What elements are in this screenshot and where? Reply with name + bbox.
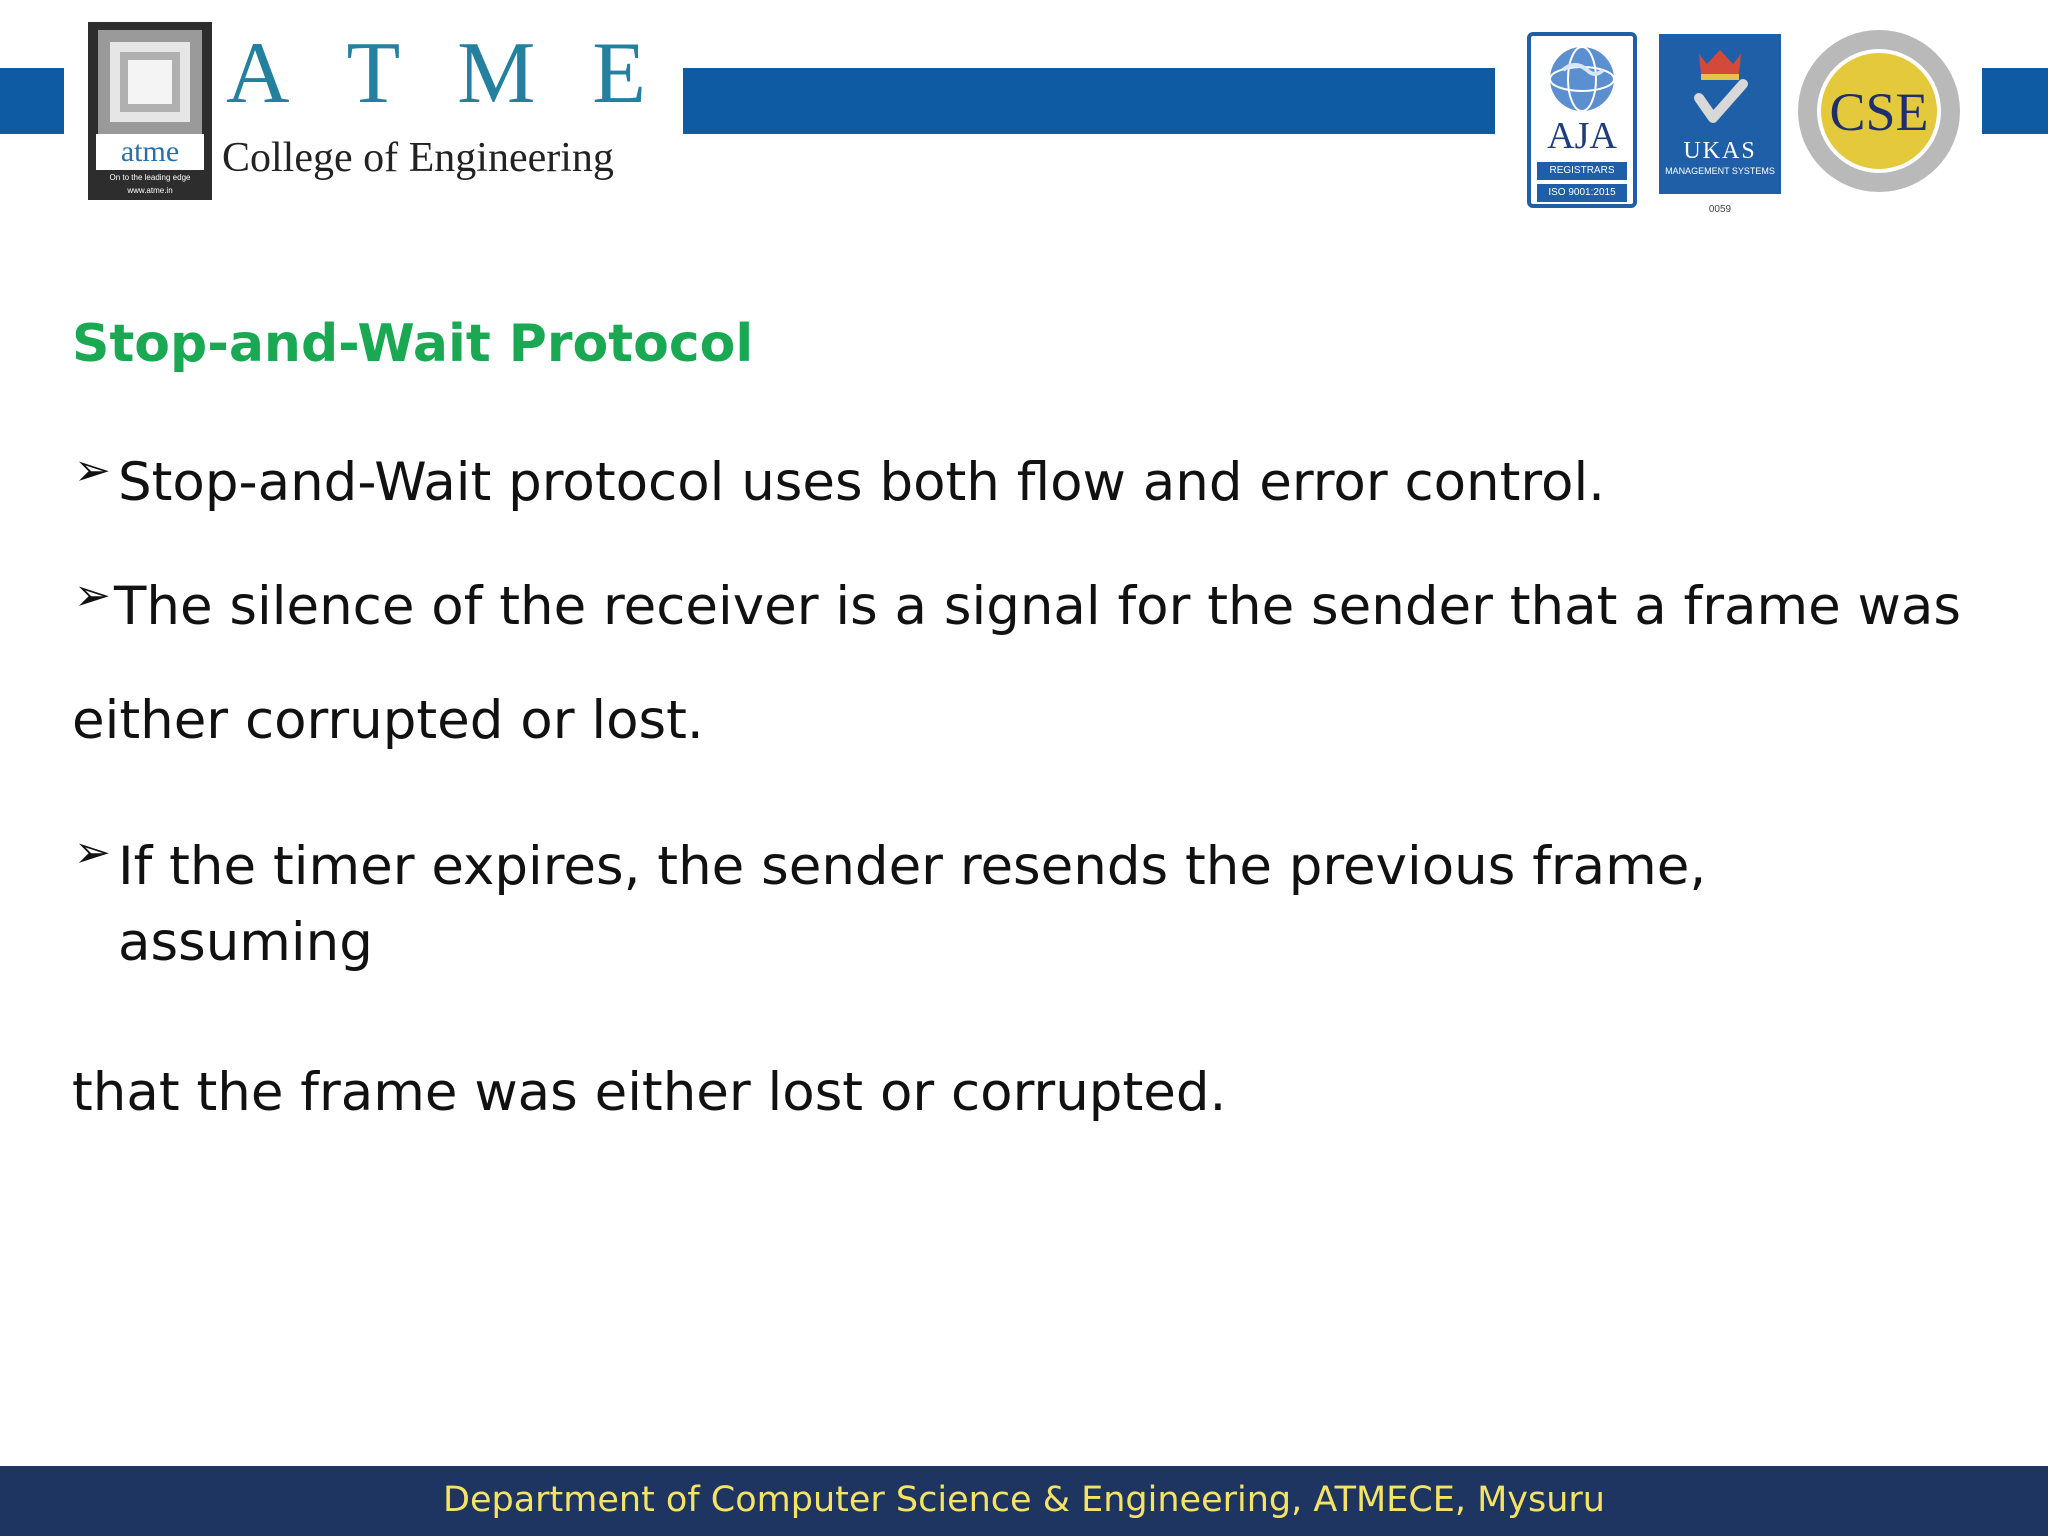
atme-logo <box>88 22 212 200</box>
bullet-arrow-icon: ➢ <box>74 445 111 496</box>
bullet-line-wrap: assuming <box>118 912 373 973</box>
bullet-line: If the timer expires, the sender resends the previous frame, <box>118 836 1707 897</box>
ukas-logo <box>1659 34 1781 194</box>
continuation-line: that the frame was either lost or corrupted. <box>72 1062 1227 1123</box>
ukas-sub: MANAGEMENT SYSTEMS <box>1665 166 1775 176</box>
bullet-arrow-icon: ➢ <box>74 570 111 621</box>
header-bar-center <box>683 68 1495 134</box>
logo-word: atme <box>96 134 204 170</box>
cse-seal-text: CSE <box>1829 82 1929 142</box>
bullet-arrow-icon: ➢ <box>74 827 111 878</box>
header-bar-left <box>0 68 64 134</box>
ukas-number: 0059 <box>1708 204 1732 215</box>
title-letter: M <box>457 25 536 122</box>
crown-check-icon <box>1689 46 1751 134</box>
aja-band: REGISTRARS <box>1537 162 1627 180</box>
bullet-line: The silence of the receiver is a signal for the sender that a frame was <box>114 576 1961 637</box>
logo-url: www.atme.in <box>127 186 173 195</box>
cse-seal-logo <box>1796 28 1962 194</box>
globe-icon <box>1543 40 1621 118</box>
slide-title: Stop-and-Wait Protocol <box>72 314 754 374</box>
ukas-name: UKAS <box>1683 138 1757 164</box>
footer-text: Department of Computer Science & Engineering, ATMECE, Mysuru <box>443 1480 1605 1520</box>
title-letter: T <box>346 25 401 122</box>
logo-tagline: On to the leading edge <box>109 173 191 182</box>
aja-name: AJA <box>1547 115 1617 157</box>
college-name: College of Engineering <box>222 135 614 181</box>
title-letter: E <box>592 25 646 122</box>
college-title-letters <box>226 25 646 122</box>
aja-registrars-logo <box>1527 32 1637 208</box>
title-letter: A <box>226 25 290 122</box>
continuation-line: either corrupted or lost. <box>72 690 704 751</box>
bullet-line: Stop-and-Wait protocol uses both flow and error control. <box>118 452 1606 513</box>
aja-iso: ISO 9001:2015 <box>1537 184 1627 202</box>
footer-bar <box>0 1466 2048 1536</box>
header-bar-right <box>1982 68 2048 134</box>
